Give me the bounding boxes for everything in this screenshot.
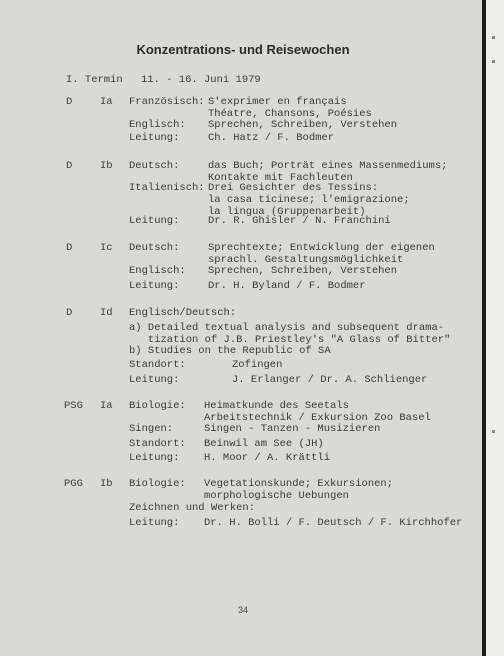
- list-item: b) Studies on the Republic of SA: [129, 345, 331, 357]
- edge-mark: [492, 36, 495, 39]
- row-value: Singen - Tanzen - Musizieren: [204, 423, 381, 435]
- row-label: Leitung:: [129, 452, 180, 464]
- page-title: Konzentrations- und Reisewochen: [136, 42, 350, 57]
- extra-heading: Zeichnen und Werken:: [129, 502, 256, 514]
- course-code: D: [66, 160, 73, 172]
- edge-mark: [492, 430, 495, 433]
- row-value: Dr. R. Ghisler / N. Franchini: [208, 215, 391, 227]
- row-label: Englisch:: [129, 119, 186, 131]
- row-label: Englisch:: [129, 265, 186, 277]
- course-code: PSG: [64, 400, 83, 412]
- row-label: Leitung:: [129, 132, 180, 144]
- edge-mark: [492, 60, 495, 63]
- row-value: Dr. H. Byland / F. Bodmer: [208, 280, 366, 292]
- row-label: Biologie:: [129, 478, 186, 490]
- course-code: D: [66, 307, 73, 319]
- page-number: 34: [237, 605, 248, 615]
- row-label: Französisch:: [129, 96, 205, 108]
- row-label: Deutsch:: [129, 242, 180, 254]
- course-sub: Ia: [100, 96, 113, 108]
- row-label: Standort:: [129, 359, 186, 371]
- row-label: Singen:: [129, 423, 174, 435]
- list-item: a) Detailed textual analysis and subsequent drama- tization of J.B. Priestley's "A Glass of Bitter": [129, 322, 451, 346]
- row-label: Leitung:: [129, 215, 180, 227]
- course-code: PGG: [64, 478, 83, 490]
- row-value: Sprechtexte; Entwicklung der eigenen sprachl. Gestaltungsmöglichkeit: [208, 242, 435, 266]
- row-value: S'exprimer en français Théatre, Chansons, Poésies: [208, 96, 372, 120]
- course-code: D: [66, 242, 73, 254]
- row-value: Dr. H. Bolli / F. Deutsch / F. Kirchhofer: [204, 517, 463, 529]
- course-sub: Ic: [100, 242, 113, 254]
- row-label: Deutsch:: [129, 160, 180, 172]
- course-code: D: [66, 96, 73, 108]
- row-value: J. Erlanger / Dr. A. Schlienger: [232, 374, 428, 386]
- row-value: das Buch; Porträt eines Massenmediums; Kontakte mit Fachleuten: [208, 160, 448, 184]
- row-label: Leitung:: [129, 374, 180, 386]
- row-value: Sprechen, Schreiben, Verstehen: [208, 119, 398, 131]
- course-sub: Ib: [100, 478, 113, 490]
- row-label: Italienisch:: [129, 182, 205, 194]
- row-label: Standort:: [129, 438, 186, 450]
- row-label: Biologie:: [129, 400, 186, 412]
- course-sub: Ib: [100, 160, 113, 172]
- row-value: Vegetationskunde; Exkursionen; morphologische Uebungen: [204, 478, 394, 502]
- row-value: Ch. Hatz / F. Bodmer: [208, 132, 335, 144]
- termin-label: I. Termin: [66, 74, 123, 86]
- row-value: H. Moor / A. Krättli: [204, 452, 331, 464]
- row-label: Leitung:: [129, 280, 180, 292]
- block-heading: Englisch/Deutsch:: [129, 307, 237, 319]
- course-sub: Id: [100, 307, 113, 319]
- row-value: Heimatkunde des Seetals Arbeitstechnik / Exkursion Zoo Basel: [204, 400, 431, 424]
- termin-dates: 11. - 16. Juni 1979: [141, 74, 261, 86]
- row-label: Leitung:: [129, 517, 180, 529]
- course-sub: Ia: [100, 400, 113, 412]
- row-value: Sprechen, Schreiben, Verstehen: [208, 265, 398, 277]
- row-value: Beinwil am See (JH): [204, 438, 324, 450]
- scan-edge-strip: [486, 0, 504, 656]
- row-value: Zofingen: [232, 359, 283, 371]
- row-value: Drei Gesichter des Tessins: la casa ticinese; l'emigrazione; la lingua (Gruppenarbeit): [208, 182, 410, 218]
